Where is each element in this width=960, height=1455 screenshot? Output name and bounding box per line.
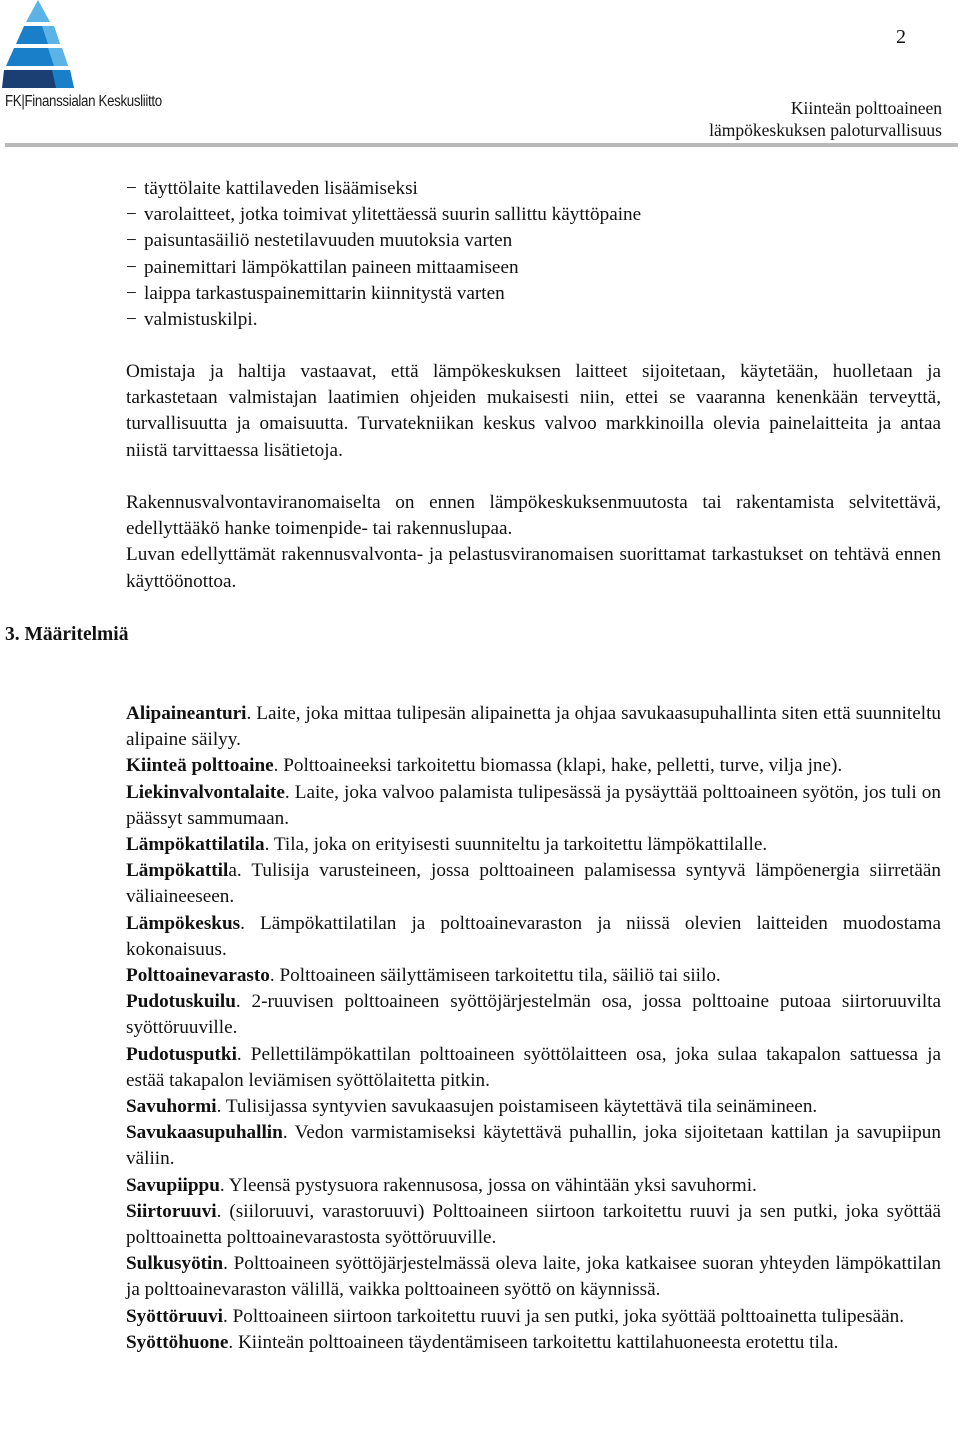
permit-paragraph xyxy=(126,490,941,595)
definition-item xyxy=(126,1042,941,1094)
definition-text: . Polttoaineen säilyttämiseen tarkoitettu tila, säiliö tai siilo. xyxy=(269,965,721,987)
definition-term: Kiinteä polttoaine xyxy=(126,755,274,777)
definition-text: . Laite, joka mittaa tulipesän alipainetta ja ohjaa savukaasupuhallinta siten että suunniteltu alipaine säilyy. xyxy=(126,703,941,751)
definition-text: . Pellettilämpökattilan polttoaineen syöttölaitteen osa, joka sulaa takapalon sattuessa ja estää takapalon leviämisen syöttölaitetta pitkin. xyxy=(126,1043,941,1091)
definition-item xyxy=(126,1199,941,1251)
definition-text: . Yleensä pystysuora rakennusosa, jossa on vähintään yksi savuhormi. xyxy=(219,1174,757,1196)
definition-item xyxy=(126,911,941,963)
header-divider xyxy=(5,143,958,147)
list-item: − painemittari lämpökattilan paineen mittaamiseen xyxy=(126,256,519,278)
logo-text: FK|Finanssialan Keskusliitto xyxy=(5,93,162,110)
list-item: − varolaitteet, jotka toimivat ylitettäessä suurin sallittu käyttöpaine xyxy=(126,204,642,226)
definition-text: . Lämpökattilatilan ja polttoainevaraston ja niissä olevien laitteiden muodostama kokonaisuus. xyxy=(126,912,941,960)
definition-term: Alipaineanturi xyxy=(126,703,247,724)
list-item: − valmistuskilpi. xyxy=(126,309,258,331)
definition-term: Pudotuskuilu xyxy=(126,991,236,1013)
definition-item xyxy=(126,1173,941,1199)
owner-responsibility-paragraph xyxy=(126,359,941,464)
definition-item xyxy=(126,701,941,753)
definition-term: Syöttöhuone xyxy=(126,1331,229,1353)
definition-item xyxy=(126,1251,941,1303)
fk-logo-icon xyxy=(2,0,92,95)
definition-text: . Vedon varmistamiseksi käytettävä puhallin, joka sijoitetaan kattilan ja savupiipun väliin. xyxy=(126,1122,941,1170)
definition-text: . Tulisijassa syntyvien savukaasujen poistamiseen käytettävä tila seinämineen. xyxy=(216,1096,818,1118)
definition-item xyxy=(126,780,941,832)
definition-term: Syöttöruuvi xyxy=(126,1305,224,1327)
list-item: − täyttölaite kattilaveden lisäämiseksi xyxy=(126,178,418,199)
definition-text: . Tila, joka on erityisesti suunniteltu ja tarkoitettu lämpökattilalle. xyxy=(264,834,768,856)
definition-item xyxy=(126,753,941,779)
definition-text: . Polttoaineen syöttöjärjestelmässä oleva laite, joka katkaisee suoran yhteyden lämpökattilan ja polttoainevaraston välillä, vaikka polttoaineen syöttö on käynnissä. xyxy=(126,1253,941,1301)
definition-term: Polttoainevarasto xyxy=(126,965,270,987)
definition-term: Savuhormi xyxy=(126,1096,217,1118)
equipment-list xyxy=(126,176,941,333)
definition-term: Siirtoruuvi xyxy=(126,1200,217,1222)
page-number: 2 xyxy=(896,26,906,48)
list-item: − paisuntasäiliö nestetilavuuden muutoksia varten xyxy=(126,230,513,252)
definition-term: Pudotusputki xyxy=(126,1043,237,1065)
definitions-list xyxy=(126,701,941,1356)
definition-item xyxy=(126,1304,941,1330)
definition-text: a. Tulisija varusteineen, jossa polttoaineen palamisessa syntyvä lämpöenergia siirretään väliaineeseen. xyxy=(126,860,941,908)
document-title-line1: Kiinteän polttoaineen xyxy=(790,98,942,118)
definition-text: . (siiloruuvi, varastoruuvi) Polttoaineen siirtoon tarkoitettu ruuvi ja sen putki, joka syöttää polttoainetta polttoainevarastosta syöttöruuville. xyxy=(126,1200,941,1249)
list-item: − laippa tarkastuspainemittarin kiinnitystä varten xyxy=(126,282,505,304)
definition-item xyxy=(126,858,941,910)
definition-item xyxy=(126,1330,941,1356)
definition-term: Sulkusyötin xyxy=(126,1253,224,1275)
section-heading: 3. Määritelmiä xyxy=(5,624,129,645)
definition-term: Savupiippu xyxy=(126,1174,220,1196)
definition-item xyxy=(126,963,941,989)
paragraph-text: Luvan edellyttämät rakennusvalvonta- ja pelastusviranomaisen suorittamat tarkastukset on tehtävä ennen käyttöönottoa. xyxy=(126,544,941,592)
document-title xyxy=(709,97,942,141)
document-title-line2: lämpökeskuksen paloturvallisuus xyxy=(709,120,942,140)
definition-text: . Laite, joka valvoo palamista tulipesässä ja pysäyttää polttoaineen syötön, jos tuli on päässyt sammumaan. xyxy=(126,781,941,829)
definition-item xyxy=(126,989,941,1041)
definition-term: Lämpökattil xyxy=(126,860,229,882)
fk-logo xyxy=(2,0,177,118)
definition-term: Lämpökattilatila xyxy=(126,834,265,856)
definition-text: . Polttoaineeksi tarkoitettu biomassa (klapi, hake, pelletti, turve, vilja jne). xyxy=(273,755,843,777)
definition-item xyxy=(126,832,941,858)
definition-term: Savukaasupuhallin xyxy=(126,1122,283,1144)
definition-item xyxy=(126,1094,941,1120)
definition-text: . 2-ruuvisen polttoaineen syöttöjärjestelmän osa, jossa polttoaine putoaa siirtoruuvilta syöttöruuville. xyxy=(126,991,941,1039)
definition-term: Liekinvalvontalaite xyxy=(126,781,285,803)
paragraph-text: Rakennusvalvontaviranomaiselta on ennen lämpökeskuksenmuutosta tai rakentamista selvitettävä, edellyttääkö hanke toimenpide- tai rakennuslupaa. xyxy=(126,492,941,540)
definition-term: Lämpökeskus xyxy=(126,912,241,934)
definition-item xyxy=(126,1120,941,1172)
paragraph-text: Omistaja ja haltija vastaavat, että lämpökeskuksen laitteet sijoitetaan, käytetään, huolletaan ja tarkastetaan valmistajan laatimien ohjeiden mukaisesti niin, ettei se vaaranna kenenkään terveyttä, turvallisuutta ja omaisuutta. Turvatekniikan keskus valvoo markkinoilla olevia painelaitteita ja antaa niistä tarvittaessa lisätietoja. xyxy=(126,361,941,461)
definition-text: . Polttoaineen siirtoon tarkoitettu ruuvi ja sen putki, joka syöttää polttoainetta tulipesään. xyxy=(223,1305,905,1327)
definition-text: . Kiinteän polttoaineen täydentämiseen tarkoitettu kattilahuoneesta erotettu tila. xyxy=(228,1331,839,1353)
